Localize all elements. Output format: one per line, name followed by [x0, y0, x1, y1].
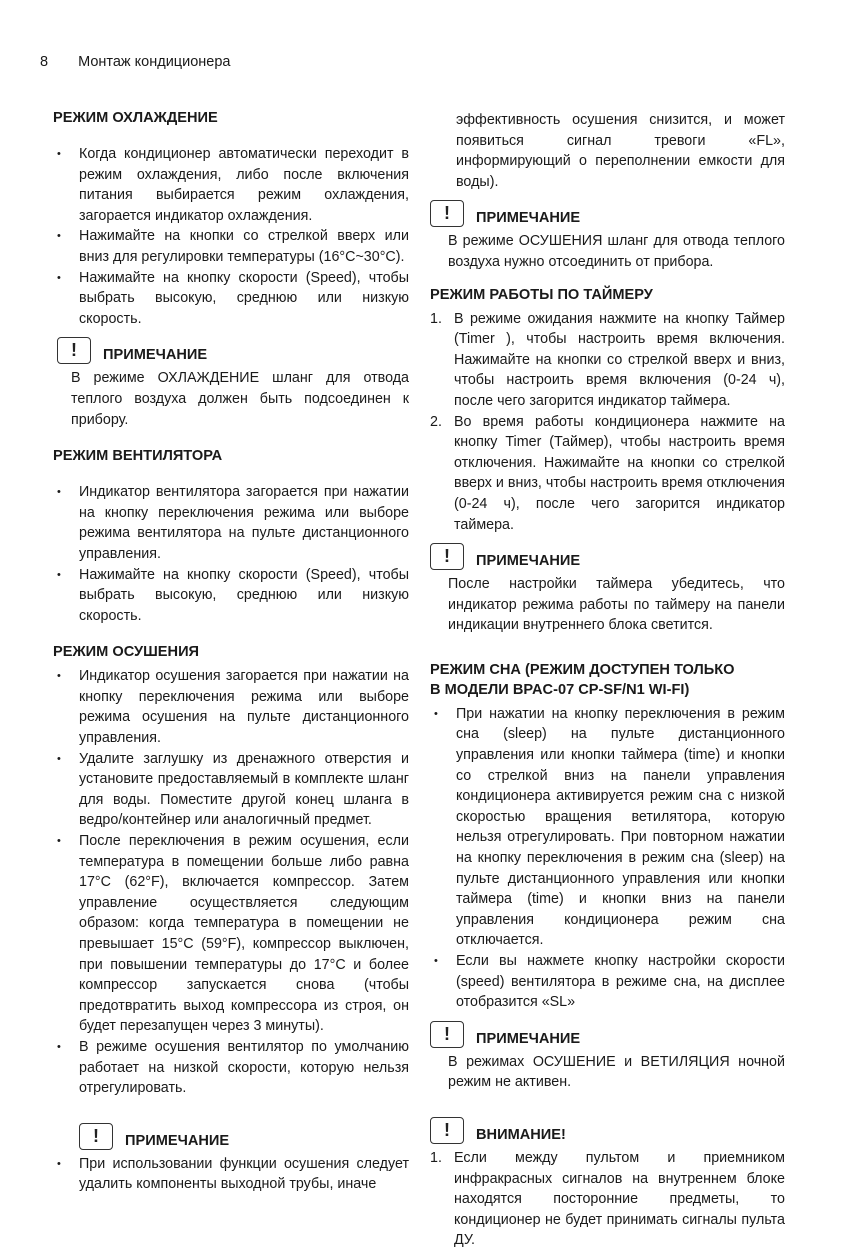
left-column: [53, 108, 409, 1195]
cool-mode-list: [53, 144, 409, 329]
note-header: [53, 337, 409, 364]
list-item: 1. В режиме ожидания нажмите на кнопку Таймер (Timer ), чтобы настроить время включения. Нажимайте на кнопки со стрелкой вверх и вниз, чтобы настроить время включения (0-24 ч), после чего загорится индикатор таймера.: [430, 310, 785, 409]
sleep-mode-heading: РЕЖИМ СНА (РЕЖИМ ДОСТУПЕН ТОЛЬКО В МОДЕЛИ BPAC-07 CP-SF/N1 WI-FI): [430, 661, 735, 698]
note-title: ПРИМЕЧАНИЕ: [476, 210, 581, 227]
list-item: • После переключения в режим осушения, если температура в помещении больше либо равна 17°C (62°F), включается компрессор. Затем управление осуществляется следующим образом: когда температура в помещении не превышает 15°C (59°F), компрессор выключен, при повышении температуры до 17°C и более компрессор запускается снова (чтобы предотвратить выход компрессора из строя, он будет перезапущен через 3 минуты).: [53, 831, 409, 1037]
right-column: [430, 110, 785, 1251]
exclamation-icon: !: [57, 337, 91, 364]
chapter-title: Монтаж кондиционера: [78, 54, 231, 70]
list-item: • Если вы нажмете кнопку настройки скорости (speed) вентилятора в режиме сна, на дисплее отобразится «SL»: [430, 951, 785, 1013]
cool-mode-heading: РЕЖИМ ОХЛАЖДЕНИЕ: [53, 110, 218, 126]
warning-list: [430, 1148, 785, 1251]
note-list: [53, 1154, 409, 1195]
fan-mode-list: [53, 482, 409, 626]
note-title: ПРИМЕЧАНИЕ: [476, 1030, 581, 1047]
note-header: [430, 200, 785, 227]
timer-mode-list: [430, 309, 785, 536]
list-item: • Нажимайте на кнопку скорости (Speed), чтобы выбрать высокую, среднюю или низкую скорость.: [53, 268, 409, 330]
warning-title: ВНИМАНИЕ!: [476, 1126, 566, 1143]
note-header: [430, 1021, 785, 1048]
list-item: • Нажимайте на кнопку скорости (Speed), чтобы выбрать высокую, среднюю или низкую скорость.: [53, 565, 409, 627]
dry-mode-list: [53, 666, 409, 1098]
list-item: • Удалите заглушку из дренажного отверстия и установите предоставляемый в комплекте шланг для воды. Поместите другой конец шланга в ведро/контейнер или аналогичный предмет.: [53, 749, 409, 831]
list-item: • Индикатор осушения загорается при нажатии на кнопку переключения режима или выборе режима осушения на пульте дистанционного управления.: [53, 666, 409, 748]
list-item: • Индикатор вентилятора загорается при нажатии на кнопку переключения режима или выборе режима вентилятора на пульте дистанционного управления.: [53, 482, 409, 564]
continued-text: эффективность осушения снизится, и может появиться сигнал тревоги «FL», информирующий о переполнении емкости для воды).: [456, 112, 785, 190]
fan-mode-heading: РЕЖИМ ВЕНТИЛЯТОРА: [53, 448, 223, 465]
note-text: В режимах ОСУШЕНИЕ и ВЕТИЛЯЦИЯ ночной режим не активен.: [448, 1053, 785, 1091]
exclamation-icon: !: [430, 200, 464, 227]
timer-mode-heading: РЕЖИМ РАБОТЫ ПО ТАЙМЕРУ: [430, 286, 653, 303]
list-item: • Когда кондиционер автоматически переходит в режим охлаждения, либо после включения питания выбирается режим охлаждения, загорается индикатор охлаждения.: [53, 144, 409, 226]
dry-mode-heading: РЕЖИМ ОСУШЕНИЯ: [53, 644, 200, 661]
exclamation-icon: !: [430, 1021, 464, 1048]
list-item: • При использовании функции осушения следует удалить компоненты выходной трубы, иначе: [53, 1154, 409, 1195]
page-header: [40, 54, 230, 70]
list-item: • В режиме осушения вентилятор по умолчанию работает на низкой скорости, которую нельзя отрегулировать.: [53, 1037, 409, 1099]
note-text: В режиме ОХЛАЖДЕНИЕ шланг для отвода теплого воздуха должен быть подсоединен к прибору.: [71, 370, 409, 428]
sleep-mode-list: [430, 704, 785, 1013]
note-title: ПРИМЕЧАНИЕ: [476, 553, 581, 570]
exclamation-icon: !: [430, 543, 464, 570]
exclamation-icon: !: [79, 1123, 113, 1150]
warning-header: [430, 1117, 785, 1144]
list-item: • При нажатии на кнопку переключения в режим сна (sleep) на пульте дистанционного управления или кнопки таймера (time) и кнопки со стрелкой вниз на панели управления кондиционера активируется режим сна с низкой скоростью вращения ветилятора, которую нельзя отрегулировать. При повторном нажатии на кнопку переключения в режим сна (sleep) на пульте дистанционного управления или кнопки таймера (time) и кнопки вниз на панели управления кондиционера режим сна отключается.: [430, 704, 785, 951]
note-text: В режиме ОСУШЕНИЯ шланг для отвода теплого воздуха нужно отсоединить от прибора.: [448, 233, 785, 270]
exclamation-icon: !: [430, 1117, 464, 1144]
list-item: 2. Во время работы кондиционера нажмите на кнопку Timer (Таймер), чтобы настроить время отключения. Нажимайте на кнопки со стрелкой вверх и вниз, чтобы настроить время отключения (0-24 ч), после чего загорится индикатор таймера.: [430, 413, 785, 533]
note-text: После настройки таймера убедитесь, что индикатор режима работы по таймеру на панели индикации внутреннего блока светится.: [448, 576, 785, 634]
note-title: ПРИМЕЧАНИЕ: [125, 1132, 230, 1149]
note-title: ПРИМЕЧАНИЕ: [103, 347, 208, 364]
note-header: [430, 543, 785, 570]
list-item: • Нажимайте на кнопки со стрелкой вверх или вниз для регулировки температуры (16°C~30°C).: [53, 226, 409, 267]
list-item: 1. Если между пультом и приемником инфракрасных сигналов на внутреннем блоке находятся посторонние предметы, то кондиционер не будет принимать сигналы пульта ДУ.: [430, 1149, 785, 1249]
note-header: [53, 1123, 409, 1150]
page-number: 8: [40, 54, 49, 70]
